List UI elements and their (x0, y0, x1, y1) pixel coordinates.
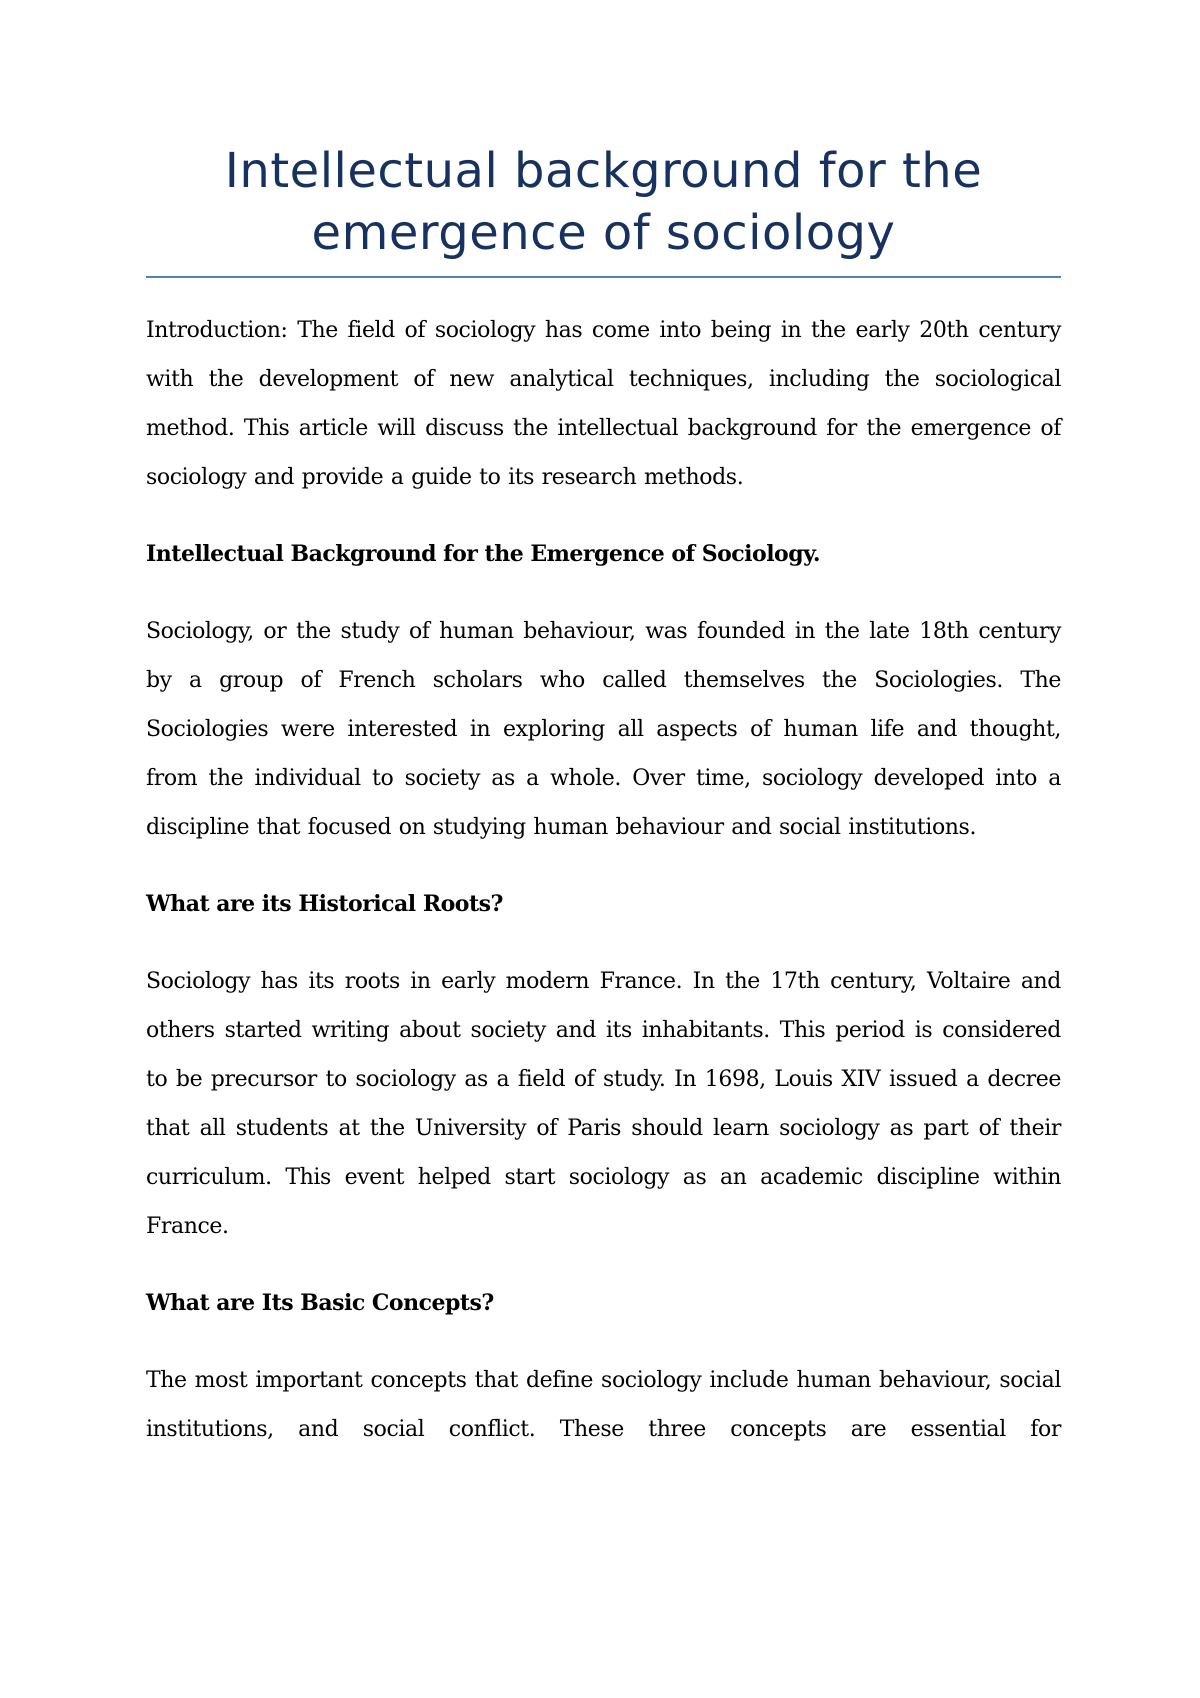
background-heading: Intellectual Background for the Emergence of Sociology. (146, 541, 821, 567)
historical-roots-heading: What are its Historical Roots? (146, 891, 503, 917)
document-title: Intellectual background for the emergence of sociology (224, 143, 983, 261)
historical-roots-paragraph: Sociology has its roots in early modern France. In the 17th century, Voltaire and others started writing about society and its inhabitants. This period is considered to be precursor to sociology as a field of study. In 1698, Louis XIV issued a decree that all students at the University of Paris should learn sociology as part of their curriculum. This event helped start sociology as an academic discipline within France. (146, 969, 1061, 1239)
basic-concepts-heading: What are Its Basic Concepts? (146, 1290, 494, 1316)
intro-paragraph: Introduction: The field of sociology has come into being in the early 20th century with the development of new analytical techniques, including the sociological method. This article will discuss the intellectual background for the emergence of sociology and provide a guide to its research methods. (146, 318, 1061, 490)
background-paragraph: Sociology, or the study of human behaviour, was founded in the late 18th century by a group of French scholars who called themselves the Sociologies. The Sociologies were interested in exploring all aspects of human life and thought, from the individual to society as a whole. Over time, sociology developed into a discipline that focused on studying human behaviour and social institutions. (146, 619, 1061, 840)
title-divider (146, 276, 1061, 278)
basic-concepts-paragraph: The most important concepts that define sociology include human behaviour, social institutions, and social conflict. These three concepts are essential for (146, 1368, 1061, 1442)
document-body (146, 306, 1061, 1482)
